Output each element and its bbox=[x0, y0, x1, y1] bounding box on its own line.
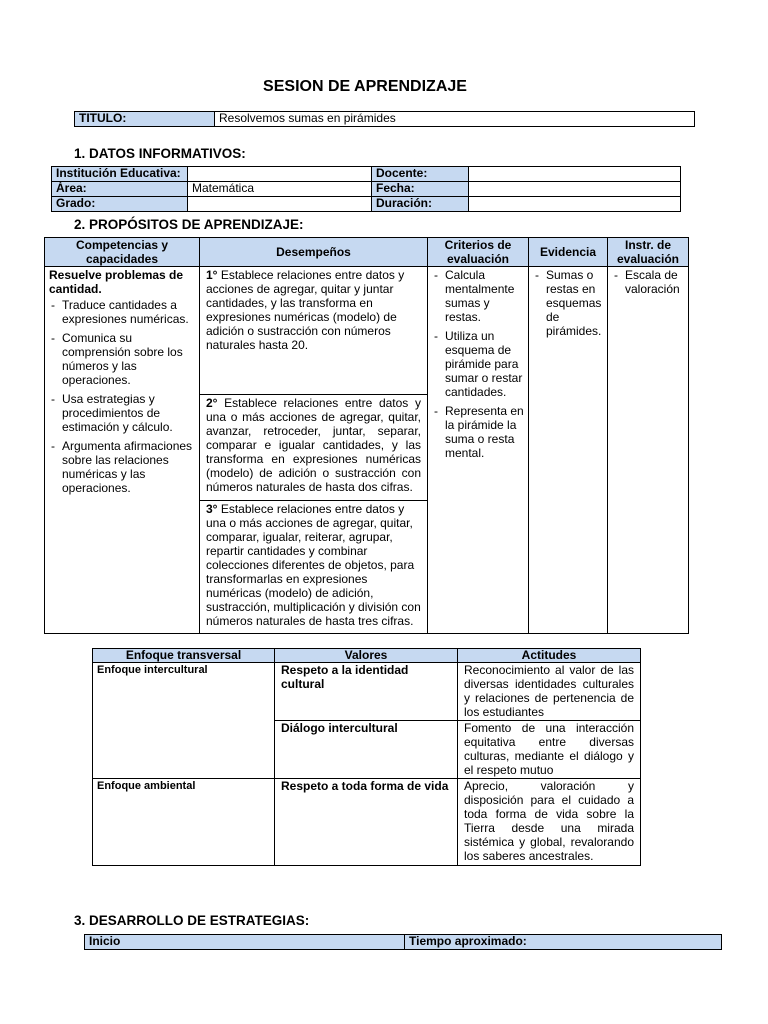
titulo-value: Resolvemos sumas en pirámides bbox=[215, 112, 695, 127]
page-title: SESION DE APRENDIZAJE bbox=[263, 78, 467, 95]
list-item: - Representa en la pirámide la suma o resta mental. bbox=[432, 404, 524, 460]
header-actitudes: Actitudes bbox=[458, 649, 641, 663]
evidencia-list bbox=[533, 268, 603, 338]
institucion-value bbox=[188, 167, 372, 182]
criterios-list bbox=[432, 268, 524, 460]
desempeno-3-text: Establece relaciones entre datos y una o más acciones de agregar, quitar, comparar, igualar, reiterar, agrupar, repartir cantidades y combinar colecciones diferentes de objetos, para transformarlas en expresiones numéricas (modelo) de adición, sustracción, multiplicación y división con números naturales de hasta tres cifras. bbox=[206, 502, 421, 628]
titulo-table bbox=[74, 111, 695, 127]
desempeno-1-text: Establece relaciones entre datos y acciones de agregar, quitar y juntar cantidades, y las transforma en expresiones numéricas (modelo) de adición o sustracción con números naturales hasta 20. bbox=[206, 268, 405, 352]
list-item: - Utiliza un esquema de pirámide para sumar o restar cantidades. bbox=[432, 329, 524, 399]
desempeno-2-num: 2° bbox=[206, 396, 218, 410]
institucion-label: Institución Educativa: bbox=[52, 167, 188, 182]
instrumento-cell bbox=[608, 267, 689, 634]
header-evidencia: Evidencia bbox=[529, 238, 608, 267]
evidencia-cell bbox=[529, 267, 608, 634]
tiempo-aproximado-label: Tiempo aproximado: bbox=[405, 935, 722, 950]
enfoques-table bbox=[92, 648, 641, 866]
actitud-dialogo-intercultural: Fomento de una interacción equitativa entre diversas culturas, mediante el diálogo y el respeto mutuo bbox=[458, 721, 641, 779]
list-item: - Comunica su comprensión sobre los números y las operaciones. bbox=[49, 331, 195, 387]
list-item: - Traduce cantidades a expresiones numéricas. bbox=[49, 298, 195, 326]
section-3-heading: 3. DESARROLLO DE ESTRATEGIAS: bbox=[74, 913, 310, 928]
competencia-title: Resuelve problemas de cantidad. bbox=[49, 268, 184, 296]
actitud-forma-de-vida: Aprecio, valoración y disposición para el cuidado a toda forma de vida sobre la Tierra desde una mirada sistémica y global, revalorando los saberes ancestrales. bbox=[458, 779, 641, 866]
area-label: Área: bbox=[52, 182, 188, 197]
fecha-value bbox=[469, 182, 681, 197]
header-instrumento: Instr. de evaluación bbox=[608, 238, 689, 267]
header-valores: Valores bbox=[275, 649, 458, 663]
header-desempenos: Desempeños bbox=[200, 238, 428, 267]
inicio-label: Inicio bbox=[85, 935, 405, 950]
grado-label: Grado: bbox=[52, 197, 188, 212]
propositos-table bbox=[44, 237, 689, 634]
actitud-identidad-cultural: Reconocimiento al valor de las diversas identidades culturales y relaciones de pertenencia de los estudiantes bbox=[458, 663, 641, 721]
list-item: - Calcula mentalmente sumas y restas. bbox=[432, 268, 524, 324]
valor-identidad-cultural: Respeto a la identidad cultural bbox=[275, 663, 458, 721]
docente-label: Docente: bbox=[372, 167, 469, 182]
desempeno-3 bbox=[200, 501, 428, 634]
grado-value bbox=[188, 197, 372, 212]
desarrollo-table bbox=[84, 934, 722, 950]
capacidades-list bbox=[49, 298, 195, 495]
area-value: Matemática bbox=[188, 182, 372, 197]
competencias-cell bbox=[45, 267, 200, 634]
titulo-label: TITULO: bbox=[75, 112, 215, 127]
desempeno-1 bbox=[200, 267, 428, 395]
enfoque-ambiental: Enfoque ambiental bbox=[93, 779, 275, 866]
valor-forma-de-vida: Respeto a toda forma de vida bbox=[275, 779, 458, 866]
section-2-heading: 2. PROPÓSITOS DE APRENDIZAJE: bbox=[74, 217, 304, 232]
header-criterios: Criterios de evaluación bbox=[428, 238, 529, 267]
section-1-heading: 1. DATOS INFORMATIVOS: bbox=[74, 146, 246, 161]
enfoque-intercultural: Enfoque intercultural bbox=[93, 663, 275, 779]
list-item: - Escala de valoración bbox=[612, 268, 684, 296]
docente-value bbox=[469, 167, 681, 182]
datos-informativos-table bbox=[51, 166, 681, 212]
desempeno-3-num: 3° bbox=[206, 502, 218, 516]
list-item: - Usa estrategias y procedimientos de estimación y cálculo. bbox=[49, 392, 195, 434]
duracion-label: Duración: bbox=[372, 197, 469, 212]
desempeno-2-text: Establece relaciones entre datos y una o más acciones de agregar, quitar, avanzar, retroceder, juntar, separar, comparar e igualar cantidades, y las transforma en expresiones numéricas (modelo) de adición o sustracción con números naturales de hasta dos cifras. bbox=[206, 396, 421, 494]
instrumento-list bbox=[612, 268, 684, 296]
duracion-value bbox=[469, 197, 681, 212]
desempeno-1-num: 1° bbox=[206, 268, 218, 282]
desempeno-2 bbox=[200, 395, 428, 501]
valor-dialogo-intercultural: Diálogo intercultural bbox=[275, 721, 458, 779]
list-item: - Sumas o restas en esquemas de pirámides. bbox=[533, 268, 603, 338]
fecha-label: Fecha: bbox=[372, 182, 469, 197]
list-item: - Argumenta afirmaciones sobre las relaciones numéricas y las operaciones. bbox=[49, 439, 195, 495]
header-enfoque: Enfoque transversal bbox=[93, 649, 275, 663]
criterios-cell bbox=[428, 267, 529, 634]
header-competencias: Competencias y capacidades bbox=[45, 238, 200, 267]
